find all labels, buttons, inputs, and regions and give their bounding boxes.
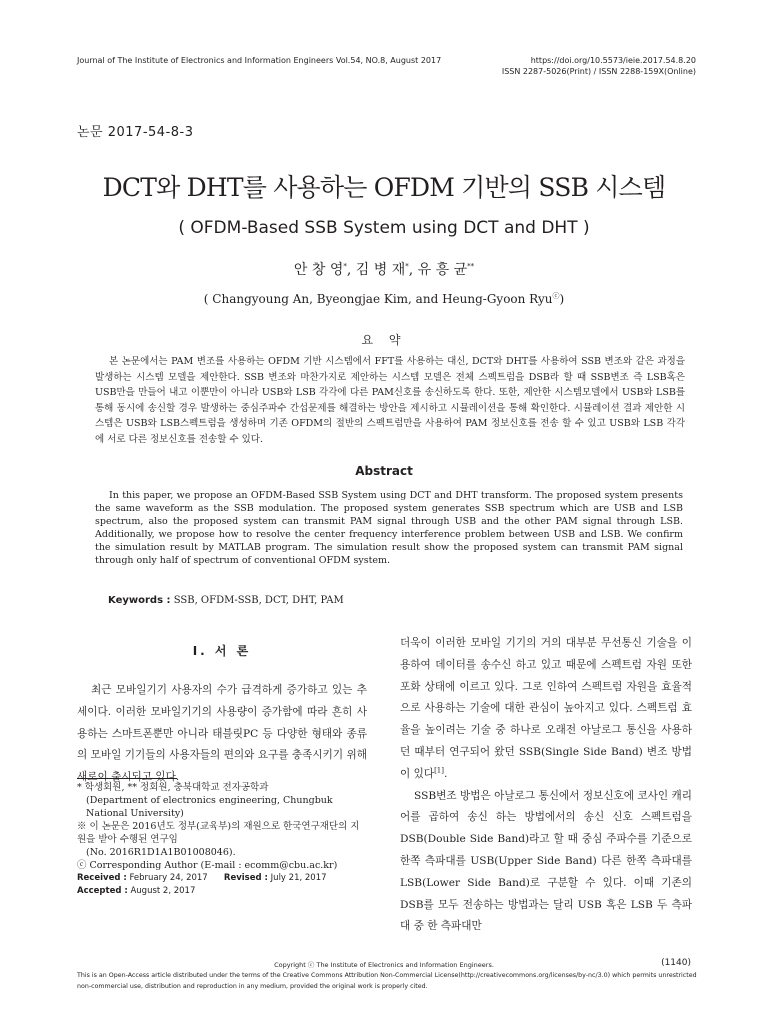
received-label: Received : — [77, 873, 127, 883]
footnote-rule — [77, 778, 177, 779]
accepted-line — [77, 885, 367, 898]
intro-paragraph-end: . — [444, 767, 448, 780]
authors-korean — [0, 259, 768, 279]
abstract-korean-text: 본 논문에서는 PAM 변조를 사용하는 OFDM 기반 시스템에서 FFT를 사용하는 대신, DCT와 DHT를 사용하여 SSB 변조와 같은 과정을 발생하는 시스템 모델을 제안한다. SSB 변조와 마찬가지로 제안하는 시스템 모델은 전체 스펙트럼을 DSB라 할 때 SSB변조 즉 LSB혹은 USB만을 만들어 내고 이뿐만이 아니라 USB와 LSB 각각에 다른 PAM신호를 송신하도록 한다. 또한, 제안한 시스템모델에서 USB와 LSB를 통해 동시에 송신할 경우 발생하는 중심주파수 간섭문제를 해결하는 방안을 제시하고 시뮬레이션을 통해 확인한다. 시뮬레이션 결과 제안한 시스템은 USB와 LSB스펙트럼을 생성하며 기존 OFDM의 절반의 스펙트럼만을 사용하여 PAM 정보신호를 전송 할 수 있고 USB와 LSB 각각에 서로 다른 정보신호를 전송할 수 있다. — [95, 356, 685, 445]
copyright-line: Copyright ⓒ The Institute of Electronics and Information Engineers. — [274, 961, 494, 969]
footnote-corresponding: ⓒ Corresponding Author (E-mail : ecomm@cbu.ac.kr) — [77, 860, 338, 871]
authors-english-close: ) — [559, 292, 565, 306]
authors-english — [0, 292, 768, 306]
received-revised-line — [77, 872, 367, 885]
footnote-department: (Department of electronics engineering, Chungbuk National University) — [86, 795, 333, 819]
journal-header: Journal of The Institute of Electronics and Information Engineers Vol.54, NO.8, August 2017 — [77, 56, 442, 65]
corresponding-mark: ⓒ — [552, 292, 560, 300]
footnote-grant-number: (No. 2016R1D1A1B01008046). — [86, 847, 236, 858]
abstract-korean-heading: 요 약 — [361, 333, 407, 347]
page-number: (1140) — [661, 958, 691, 968]
intro-paragraph-ssb: SSB변조 방법은 아날로그 통신에서 정보신호에 코사인 캐리어를 곱하여 송신 하는 방법에서의 송신 신호 스펙트럼을 DSB(Double Side Band)라고 할 때 중심 주파수를 기준으로 한쪽 측파대를 USB(Upper Side Band) 다른 한쪽 측파대를 LSB(Lower Side Band)로 구분할 수 있다. 이때 기존의 DSB를 모두 전송하는 방법과는 달리 USB 혹은 LSB 두 측파대 중 한 측파대만 — [400, 789, 692, 933]
keywords-value: SSB, OFDM-SSB, DCT, DHT, PAM — [170, 595, 344, 606]
affiliation-mark: * — [405, 262, 409, 271]
intro-paragraph-text: 더욱이 이러한 모바일 기기의 거의 대부분 무선통신 기술을 이용하여 데이터를 송수신 하고 있고 때문에 스펙트럼 자원 또한 포화 상태에 이르고 있다. 그로 인하여 스펙트럼 자원을 효율적으로 사용하는 기술에 대한 관심이 높아지고 있다. 스펙트럼 효율을 높이려는 기술 중 하나로 오래전 아날로그 통신을 사용하던 때부터 연구되어 왔던 SSB(Single Side Band) 변조 방법이 있다 — [400, 637, 692, 780]
intro-paragraph — [400, 633, 692, 786]
footnotes — [77, 781, 367, 898]
keywords-label: Keywords : — [108, 595, 171, 606]
paper-title: DCT와 DHT를 사용하는 OFDM 기반의 SSB 시스템 — [102, 173, 666, 202]
section-title: I. 서 론 — [192, 644, 252, 658]
license-text: This is an Open-Access article distributed under the terms of the Creative Commons Attribution Non-Commercial License(http://creativecommons.org/licenses/by-nc/3.0) which permits unrestricted non-commercial use, distribution and reproduction in any medium, provided the original work is properly cited. — [77, 972, 697, 990]
authors-english-text: ( Changyoung An, Byeongjae Kim, and Heung-Gyoon Ryu — [203, 292, 553, 306]
issn-text: ISSN 2287-5026(Print) / ISSN 2288-159X(Online) — [501, 67, 696, 76]
abstract-english-text: In this paper, we propose an OFDM-Based SSB System using DCT and DHT transform. The proposed system presents the same waveform as the SSB modulation. The proposed system generates SSB spectrum which are USB and LSB spectrum, also the proposed system can transmit PAM signal through USB and the other PAM signal through LSB. Additionally, we propose how to resolve the center frequency interference problem between USB and LSB. We confirm the simulation result by MATLAB program. The simulation result show the proposed system can transmit PAM signal through only half of spectrum of conventional OFDM system. — [95, 490, 683, 566]
doi-link[interactable]: https://doi.org/10.5573/ieie.2017.54.8.20 — [530, 56, 696, 65]
affiliation-mark: ** — [467, 262, 475, 271]
paper-subtitle: ( OFDM-Based SSB System using DCT and DHT ) — [178, 218, 590, 238]
citation-ref: [1] — [434, 766, 444, 775]
abstract-heading: Abstract — [355, 464, 413, 478]
author-name: , 김 병 재 — [346, 262, 406, 278]
doi-issn-block — [396, 55, 696, 77]
revised-label: Revised : — [223, 873, 268, 883]
received-date: February 24, 2017 — [126, 873, 208, 883]
revised-date: July 21, 2017 — [267, 873, 327, 883]
intro-left-column: 최근 모바일기기 사용자의 수가 급격하게 증가하고 있는 추세이다. 이러한 모바일기기의 사용량이 증가함에 따라 흔히 사용하는 스마트폰뿐만 아니라 태블릿PC 등 다양한 형태와 종류의 모바일 기기들의 사용자들의 편의와 요구를 충족시키기 위해 새로이 출시되고 있다. — [77, 684, 367, 784]
footnote-funding: ※ 이 논문은 2016년도 정부(교육부)의 재원으로 한국연구재단의 지원을 받아 수행된 연구임 — [77, 821, 360, 845]
affiliation-mark: * — [343, 262, 347, 271]
author-name: , 유 흥 균 — [408, 262, 468, 278]
accepted-date: August 2, 2017 — [127, 886, 196, 896]
keywords-line — [108, 595, 344, 606]
accepted-label: Accepted : — [77, 886, 128, 896]
footnote-affiliation: * 학생회원, ** 정회원, 충북대학교 전자공학과 — [77, 782, 269, 793]
author-name: 안 창 영 — [293, 262, 344, 278]
paper-number: 논문 2017-54-8-3 — [77, 125, 194, 140]
intro-right-column — [400, 633, 692, 938]
